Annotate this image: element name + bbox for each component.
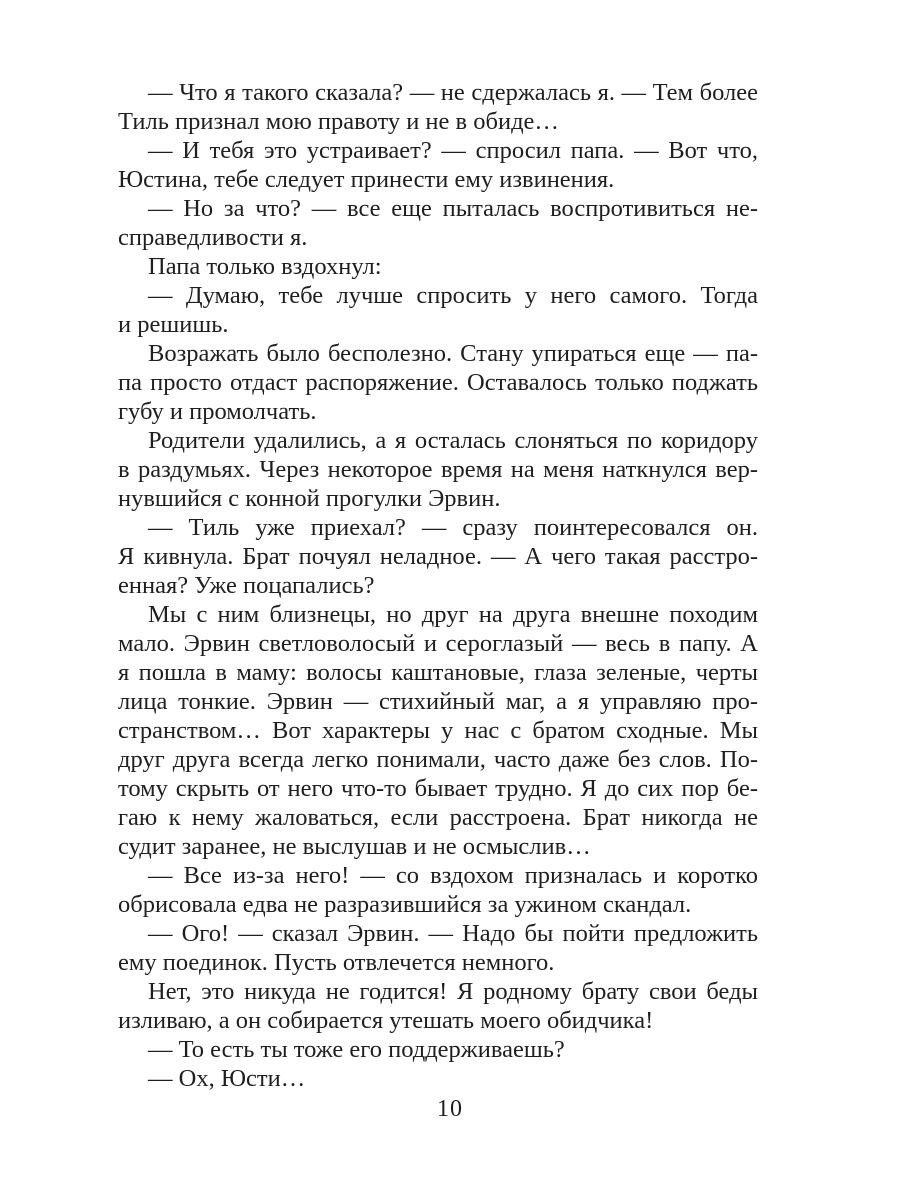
text-line: нувшийся с конной прогулки Эрвин. [118, 485, 501, 512]
text-line: — То есть ты тоже его поддерживаешь? [148, 1036, 565, 1063]
text-line: Родители удалились, а я осталась слоняться по коридору [148, 427, 758, 454]
text-line: — Что я такого сказала? — не сдержалась я. — Тем более [148, 79, 758, 106]
text-line: — Все из-за него! — со вздохом призналась и коротко [148, 862, 758, 889]
text-line: изливаю, а он собирается утешать моего обидчика! [118, 1007, 654, 1034]
text-line: — Тиль уже приехал? — сразу поинтересовался он. [148, 514, 758, 541]
body-text [118, 78, 758, 1093]
text-line: — Ого! — сказал Эрвин. — Надо бы пойти предложить [148, 920, 758, 947]
text-line: обрисовала едва не разразившийся за ужином скандал. [118, 891, 692, 918]
text-line: странством… Вот характеры у нас с братом сходные. Мы [118, 717, 758, 744]
text-line: — И тебя это устраивает? — спросил папа. — Вот что, [148, 137, 758, 164]
text-line: — Думаю, тебе лучше спросить у него самого. Тогда [148, 282, 758, 309]
text-line: и решишь. [118, 311, 229, 338]
text-line: я пошла в маму: волосы каштановые, глаза зеленые, черты [118, 659, 758, 686]
text-line: Я кивнула. Брат почуял неладное. — А чего такая расстро- [118, 543, 758, 570]
text-line: Возражать было бесполезно. Стану упираться еще — па- [148, 340, 758, 367]
text-line: — Ох, Юсти… [148, 1065, 306, 1092]
text-line: тому скрыть от него что-то бывает трудно. Я до сих пор бе- [118, 775, 758, 802]
text-line: Тиль признал мою правоту и не в обиде… [118, 108, 559, 135]
page-number: 10 [437, 1096, 463, 1122]
text-line: судит заранее, не выслушав и не осмыслив… [118, 833, 591, 860]
text-line: Папа только вздохнул: [148, 253, 382, 280]
text-line: мало. Эрвин светловолосый и сероглазый — весь в папу. А [118, 630, 758, 657]
text-line: в раздумьях. Через некоторое время на меня наткнулся вер- [118, 456, 758, 483]
text-line: гаю к нему жаловаться, если расстроена. Брат никогда не [118, 804, 758, 831]
text-line: Мы с ним близнецы, но друг на друга внешне походим [148, 601, 758, 628]
text-line: справедливости я. [118, 224, 308, 251]
text-line: лица тонкие. Эрвин — стихийный маг, а я управляю про- [118, 688, 758, 715]
text-line: Нет, это никуда не годится! Я родному брату свои беды [148, 978, 758, 1005]
text-line: Юстина, тебе следует принести ему извинения. [118, 166, 615, 193]
text-line: па просто отдаст распоряжение. Оставалось только поджать [118, 369, 758, 396]
text-line: — Но за что? — все еще пыталась воспротивиться не- [148, 195, 758, 222]
text-line: губу и промолчать. [118, 398, 317, 425]
text-line: ему поединок. Пусть отвлечется немного. [118, 949, 555, 976]
text-line: енная? Уже поцапались? [118, 572, 375, 599]
text-line: друг друга всегда легко понимали, часто даже без слов. По- [118, 746, 758, 773]
